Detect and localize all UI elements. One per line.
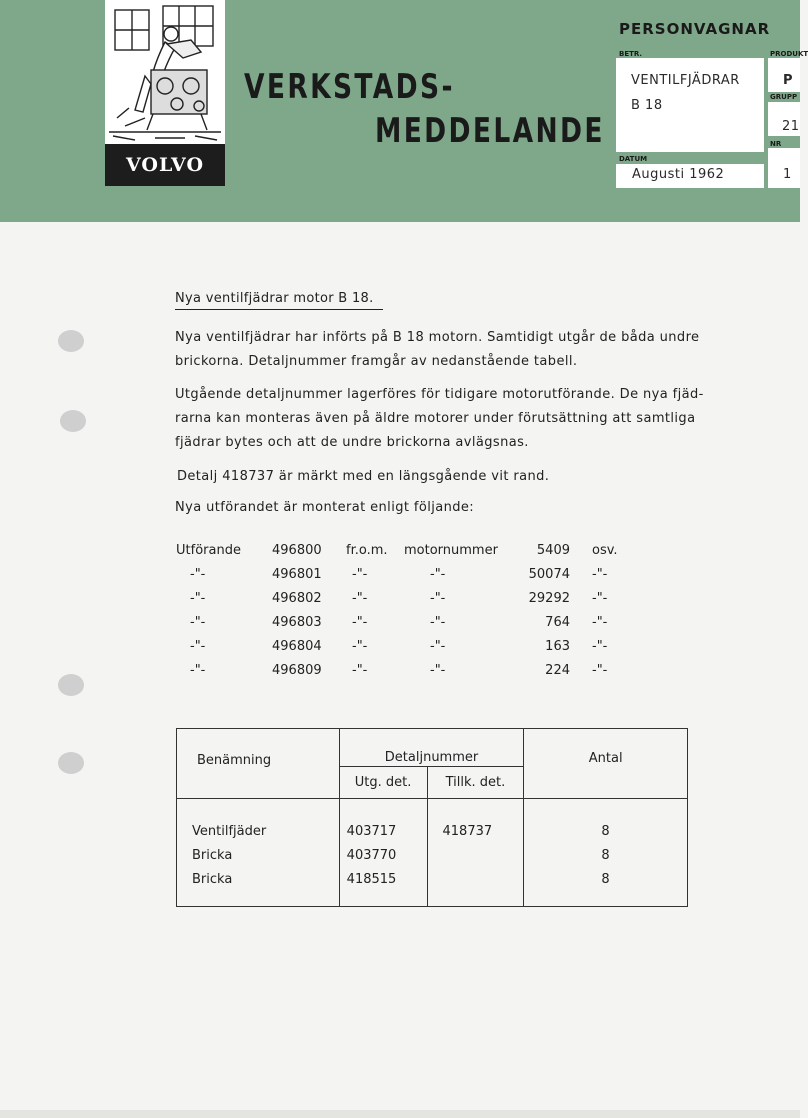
paragraph-2-line-3: fjädrar bytes och att de undre brickorna avlägsnas. (175, 435, 529, 450)
variant-number: 224 (545, 663, 570, 678)
col-header-add (427, 767, 524, 799)
variant-row (0, 639, 800, 663)
page-bottom-edge (0, 1110, 800, 1118)
variant-end: -"- (592, 615, 608, 630)
col-header-name (177, 729, 340, 799)
part-add-number: 418737 (442, 824, 493, 839)
variant-row (0, 663, 800, 687)
category-label: PERSONVAGNAR (619, 20, 771, 38)
parts-table (176, 728, 688, 907)
nr-label: NR (770, 140, 782, 148)
part-out-number: 403717 (346, 824, 397, 839)
variant-number: 50074 (528, 567, 570, 582)
paragraph-4: Nya utförandet är monterat enligt följande: (175, 500, 475, 515)
variant-row (0, 543, 800, 567)
betr-label: BETR. (619, 50, 643, 58)
variant-ref: -"- (430, 663, 446, 678)
part-qty: 8 (601, 824, 610, 839)
logo-panel (105, 0, 225, 186)
qty-cell (524, 799, 688, 907)
variant-end: osv. (592, 543, 618, 558)
variant-part: 496802 (272, 591, 322, 606)
variant-label: -"- (190, 639, 206, 654)
variant-from: -"- (352, 591, 368, 606)
variant-ref: -"- (430, 615, 446, 630)
produkt-value: P (783, 73, 794, 88)
variant-ref: -"- (430, 591, 446, 606)
paragraph-3: Detalj 418737 är märkt med en längsgående vit rand. (177, 469, 550, 484)
variant-from: fr.o.m. (346, 543, 388, 558)
datum-value: Augusti 1962 (632, 167, 725, 182)
variant-row (0, 615, 800, 639)
variant-end: -"- (592, 567, 608, 582)
punch-hole (60, 410, 86, 432)
col-out-label: Utg. det. (354, 775, 412, 790)
variant-row (0, 567, 800, 591)
variant-ref: -"- (430, 567, 446, 582)
col-name-label: Benämning (197, 753, 272, 768)
grupp-value: 21 (782, 119, 800, 134)
part-name: Ventilfjäder (192, 824, 267, 839)
part-out-number: 403770 (346, 848, 397, 863)
part-name: Bricka (192, 848, 233, 863)
col-qty-label: Antal (588, 751, 623, 766)
variant-from: -"- (352, 567, 368, 582)
variant-ref: motornummer (404, 543, 498, 558)
variant-number: 29292 (528, 591, 570, 606)
out-cell (339, 799, 427, 907)
produkt-label: PRODUKT (770, 50, 808, 58)
nr-value: 1 (783, 167, 792, 182)
paragraph-1-line-2: brickorna. Detaljnummer framgår av nedanstående tabell. (175, 354, 578, 369)
header-band (0, 0, 808, 222)
variant-part: 496801 (272, 567, 322, 582)
volvo-wordmark: VOLVO (105, 144, 225, 186)
variant-end: -"- (592, 663, 608, 678)
paragraph-2-line-2: rarna kan monteras även på äldre motorer under förutsättning att samtliga (175, 411, 696, 426)
variant-label: -"- (190, 663, 206, 678)
variant-part: 496809 (272, 663, 322, 678)
variant-from: -"- (352, 663, 368, 678)
part-name: Bricka (192, 872, 233, 887)
page-heading: Nya ventilfjädrar motor B 18. (175, 291, 374, 306)
add-cell (427, 799, 524, 907)
part-qty: 8 (601, 872, 610, 887)
variant-label: -"- (190, 567, 206, 582)
part-out-number: 418515 (346, 872, 397, 887)
variant-from: -"- (352, 639, 368, 654)
title-line-2: MEDDELANDE (375, 111, 605, 151)
variant-part: 496804 (272, 639, 322, 654)
subject-line-2: B 18 (631, 98, 663, 113)
punch-hole (58, 752, 84, 774)
variant-label: -"- (190, 591, 206, 606)
grupp-label: GRUPP (770, 93, 798, 101)
paragraph-1-line-1: Nya ventilfjädrar har införts på B 18 motorn. Samtidigt utgår de båda undre (175, 330, 700, 345)
variant-label: Utförande (176, 543, 241, 558)
variant-part: 496803 (272, 615, 322, 630)
col-header-qty (524, 729, 688, 799)
col-header-detail (339, 729, 524, 767)
punch-hole (58, 330, 84, 352)
names-cell (177, 799, 340, 907)
variant-number: 764 (545, 615, 570, 630)
variant-number: 163 (545, 639, 570, 654)
variant-row (0, 591, 800, 615)
subject-line-1: VENTILFJÄDRAR (631, 73, 740, 88)
variant-label: -"- (190, 615, 206, 630)
col-detail-label: Detaljnummer (384, 750, 479, 765)
title-line-1: VERKSTADS- (244, 67, 455, 107)
variant-from: -"- (352, 615, 368, 630)
mechanic-illustration (105, 0, 225, 144)
col-header-out (339, 767, 427, 799)
variant-part: 496800 (272, 543, 322, 558)
col-add-label: Tillk. det. (445, 775, 506, 790)
variant-end: -"- (592, 639, 608, 654)
variant-end: -"- (592, 591, 608, 606)
paragraph-2-line-1: Utgående detaljnummer lagerföres för tidigare motorutförande. De nya fjäd- (175, 387, 704, 402)
part-qty: 8 (601, 848, 610, 863)
heading-underline (175, 309, 383, 310)
variant-number: 5409 (536, 543, 570, 558)
datum-label: DATUM (619, 155, 648, 163)
variant-ref: -"- (430, 639, 446, 654)
